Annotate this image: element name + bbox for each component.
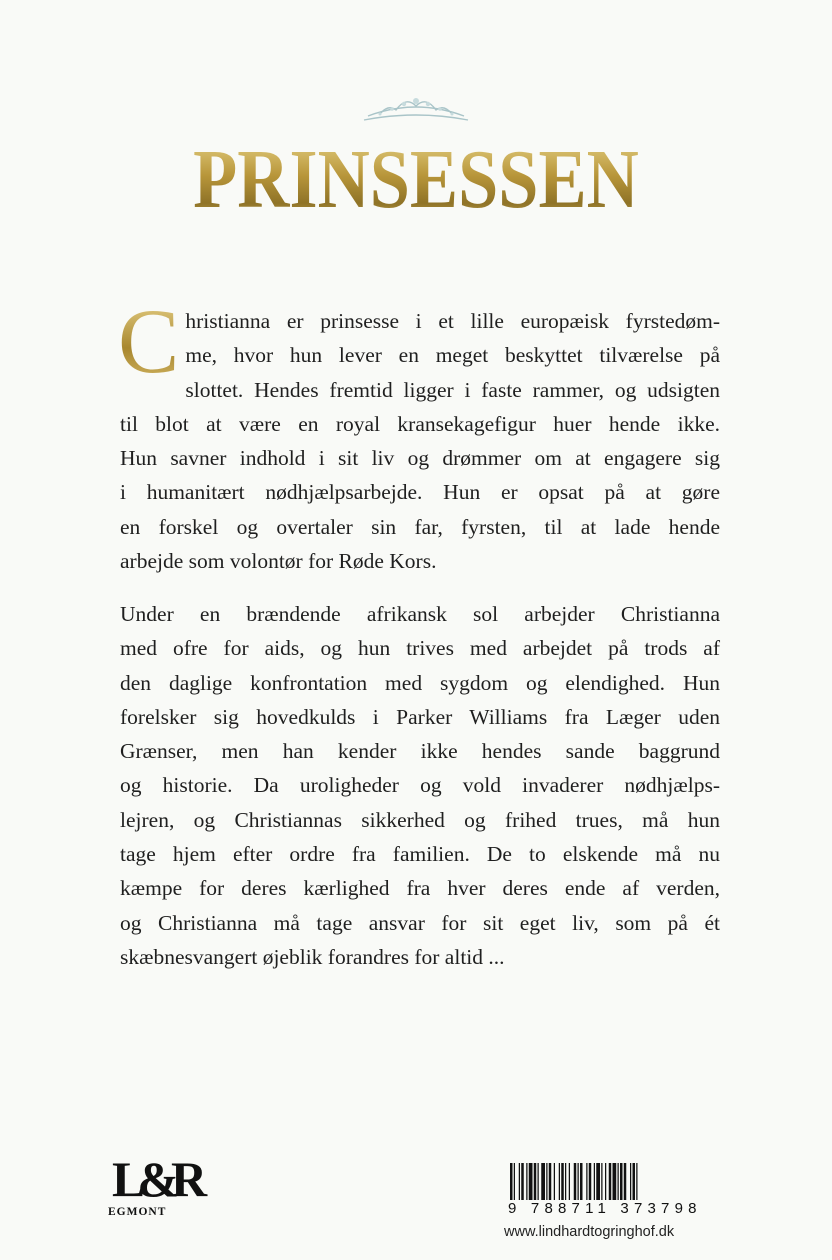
blurb-line: og historie. Da uroligheder og vold invaderer nødhjælps- — [120, 773, 720, 798]
blurb-line: Grænser, men han kender ikke hendes sande baggrund — [120, 739, 720, 764]
publisher-logo — [100, 1150, 210, 1230]
barcode-bar — [534, 1163, 537, 1203]
barcode-bar — [636, 1163, 637, 1203]
blurb-line: og Christianna må tage ansvar for sit eget liv, som på ét — [120, 910, 720, 935]
barcode-bar — [541, 1163, 545, 1203]
barcode-bar — [594, 1163, 595, 1203]
barcode-bar — [510, 1163, 513, 1203]
isbn-digits: 9 788711 373798 — [508, 1200, 708, 1217]
barcode-bar — [624, 1163, 627, 1203]
publisher-name: EGMONT — [108, 1206, 167, 1218]
blurb-paragraph-2 — [120, 597, 720, 974]
barcode-bar — [578, 1163, 579, 1203]
barcode-bar — [586, 1163, 587, 1203]
blurb-line: med ofre for aids, og hun trives med arbejdet på trods af — [120, 636, 720, 661]
barcode-bar — [559, 1163, 560, 1203]
barcode-bar — [565, 1163, 566, 1203]
blurb-line: Under en brændende afrikansk sol arbejder Christianna — [120, 602, 720, 626]
barcode-bar — [630, 1163, 631, 1203]
blurb-line: skæbnesvangert øjeblik forandres for altid ... — [120, 944, 505, 969]
barcode-bar — [605, 1163, 606, 1203]
barcode-bar — [609, 1163, 612, 1203]
barcode-bar — [538, 1163, 539, 1203]
blurb-line: forelsker sig hovedkulds i Parker Williams fra Læger uden — [120, 704, 720, 729]
barcode-bar — [514, 1163, 515, 1203]
blurb-line: slottet. Hendes fremtid ligger i faste rammer, og udsigten — [185, 377, 720, 402]
barcode-bar — [549, 1163, 552, 1203]
barcode-bar — [546, 1163, 547, 1203]
drop-cap: C — [118, 290, 180, 392]
blurb-line: hristianna er prinsesse i et lille europæisk fyrstedøm- — [185, 309, 720, 333]
barcode-bar — [618, 1163, 619, 1203]
book-title: PRINSESSEN — [58, 134, 774, 226]
barcode-bar — [601, 1163, 602, 1203]
blurb-paragraph-1 — [118, 290, 720, 578]
publisher-logo-mark: L&R — [112, 1151, 200, 1207]
barcode-bar — [596, 1163, 600, 1203]
blurb-line: kæmpe for deres kærlighed fra hver deres ende af verden, — [120, 876, 720, 901]
barcode-bar — [574, 1163, 577, 1203]
tiara-icon — [360, 92, 472, 126]
barcode-bar — [620, 1163, 623, 1203]
blurb-line: me, hvor hun lever en meget beskyttet tilværelse på — [185, 343, 720, 368]
barcode-bar — [521, 1163, 524, 1203]
blurb-line: arbejde som volontør for Røde Kors. — [120, 549, 437, 574]
barcode-bar — [526, 1163, 527, 1203]
blurb-line: i humanitært nødhjælpsarbejde. Hun er opsat på at gøre — [120, 480, 720, 505]
barcode-bar — [569, 1163, 570, 1203]
barcode-bar — [561, 1163, 564, 1203]
blurb-line: den daglige konfrontation med sygdom og elendighed. Hun — [120, 670, 720, 695]
barcode-bar — [529, 1163, 533, 1203]
barcode-bar — [589, 1163, 592, 1203]
blurb-line: Hun savner indhold i sit liv og drømmer om at engagere sig — [120, 446, 720, 471]
barcode-bar — [613, 1163, 617, 1203]
blurb-line: til blot at være en royal kransekagefigur huer hende ikke. — [120, 411, 720, 436]
blurb-line: tage hjem efter ordre fra familien. De to elskende må nu — [120, 842, 720, 867]
blurb-line: en forskel og overtaler sin far, fyrsten, til at lade hende — [120, 514, 720, 539]
publisher-website: www.lindhardtogringhof.dk — [504, 1224, 675, 1240]
barcode-bar — [519, 1163, 520, 1203]
barcode-bar — [554, 1163, 555, 1203]
barcode-bar — [580, 1163, 583, 1203]
barcode-bar — [633, 1163, 636, 1203]
blurb-line: lejren, og Christiannas sikkerhed og frihed trues, må hun — [120, 807, 720, 832]
